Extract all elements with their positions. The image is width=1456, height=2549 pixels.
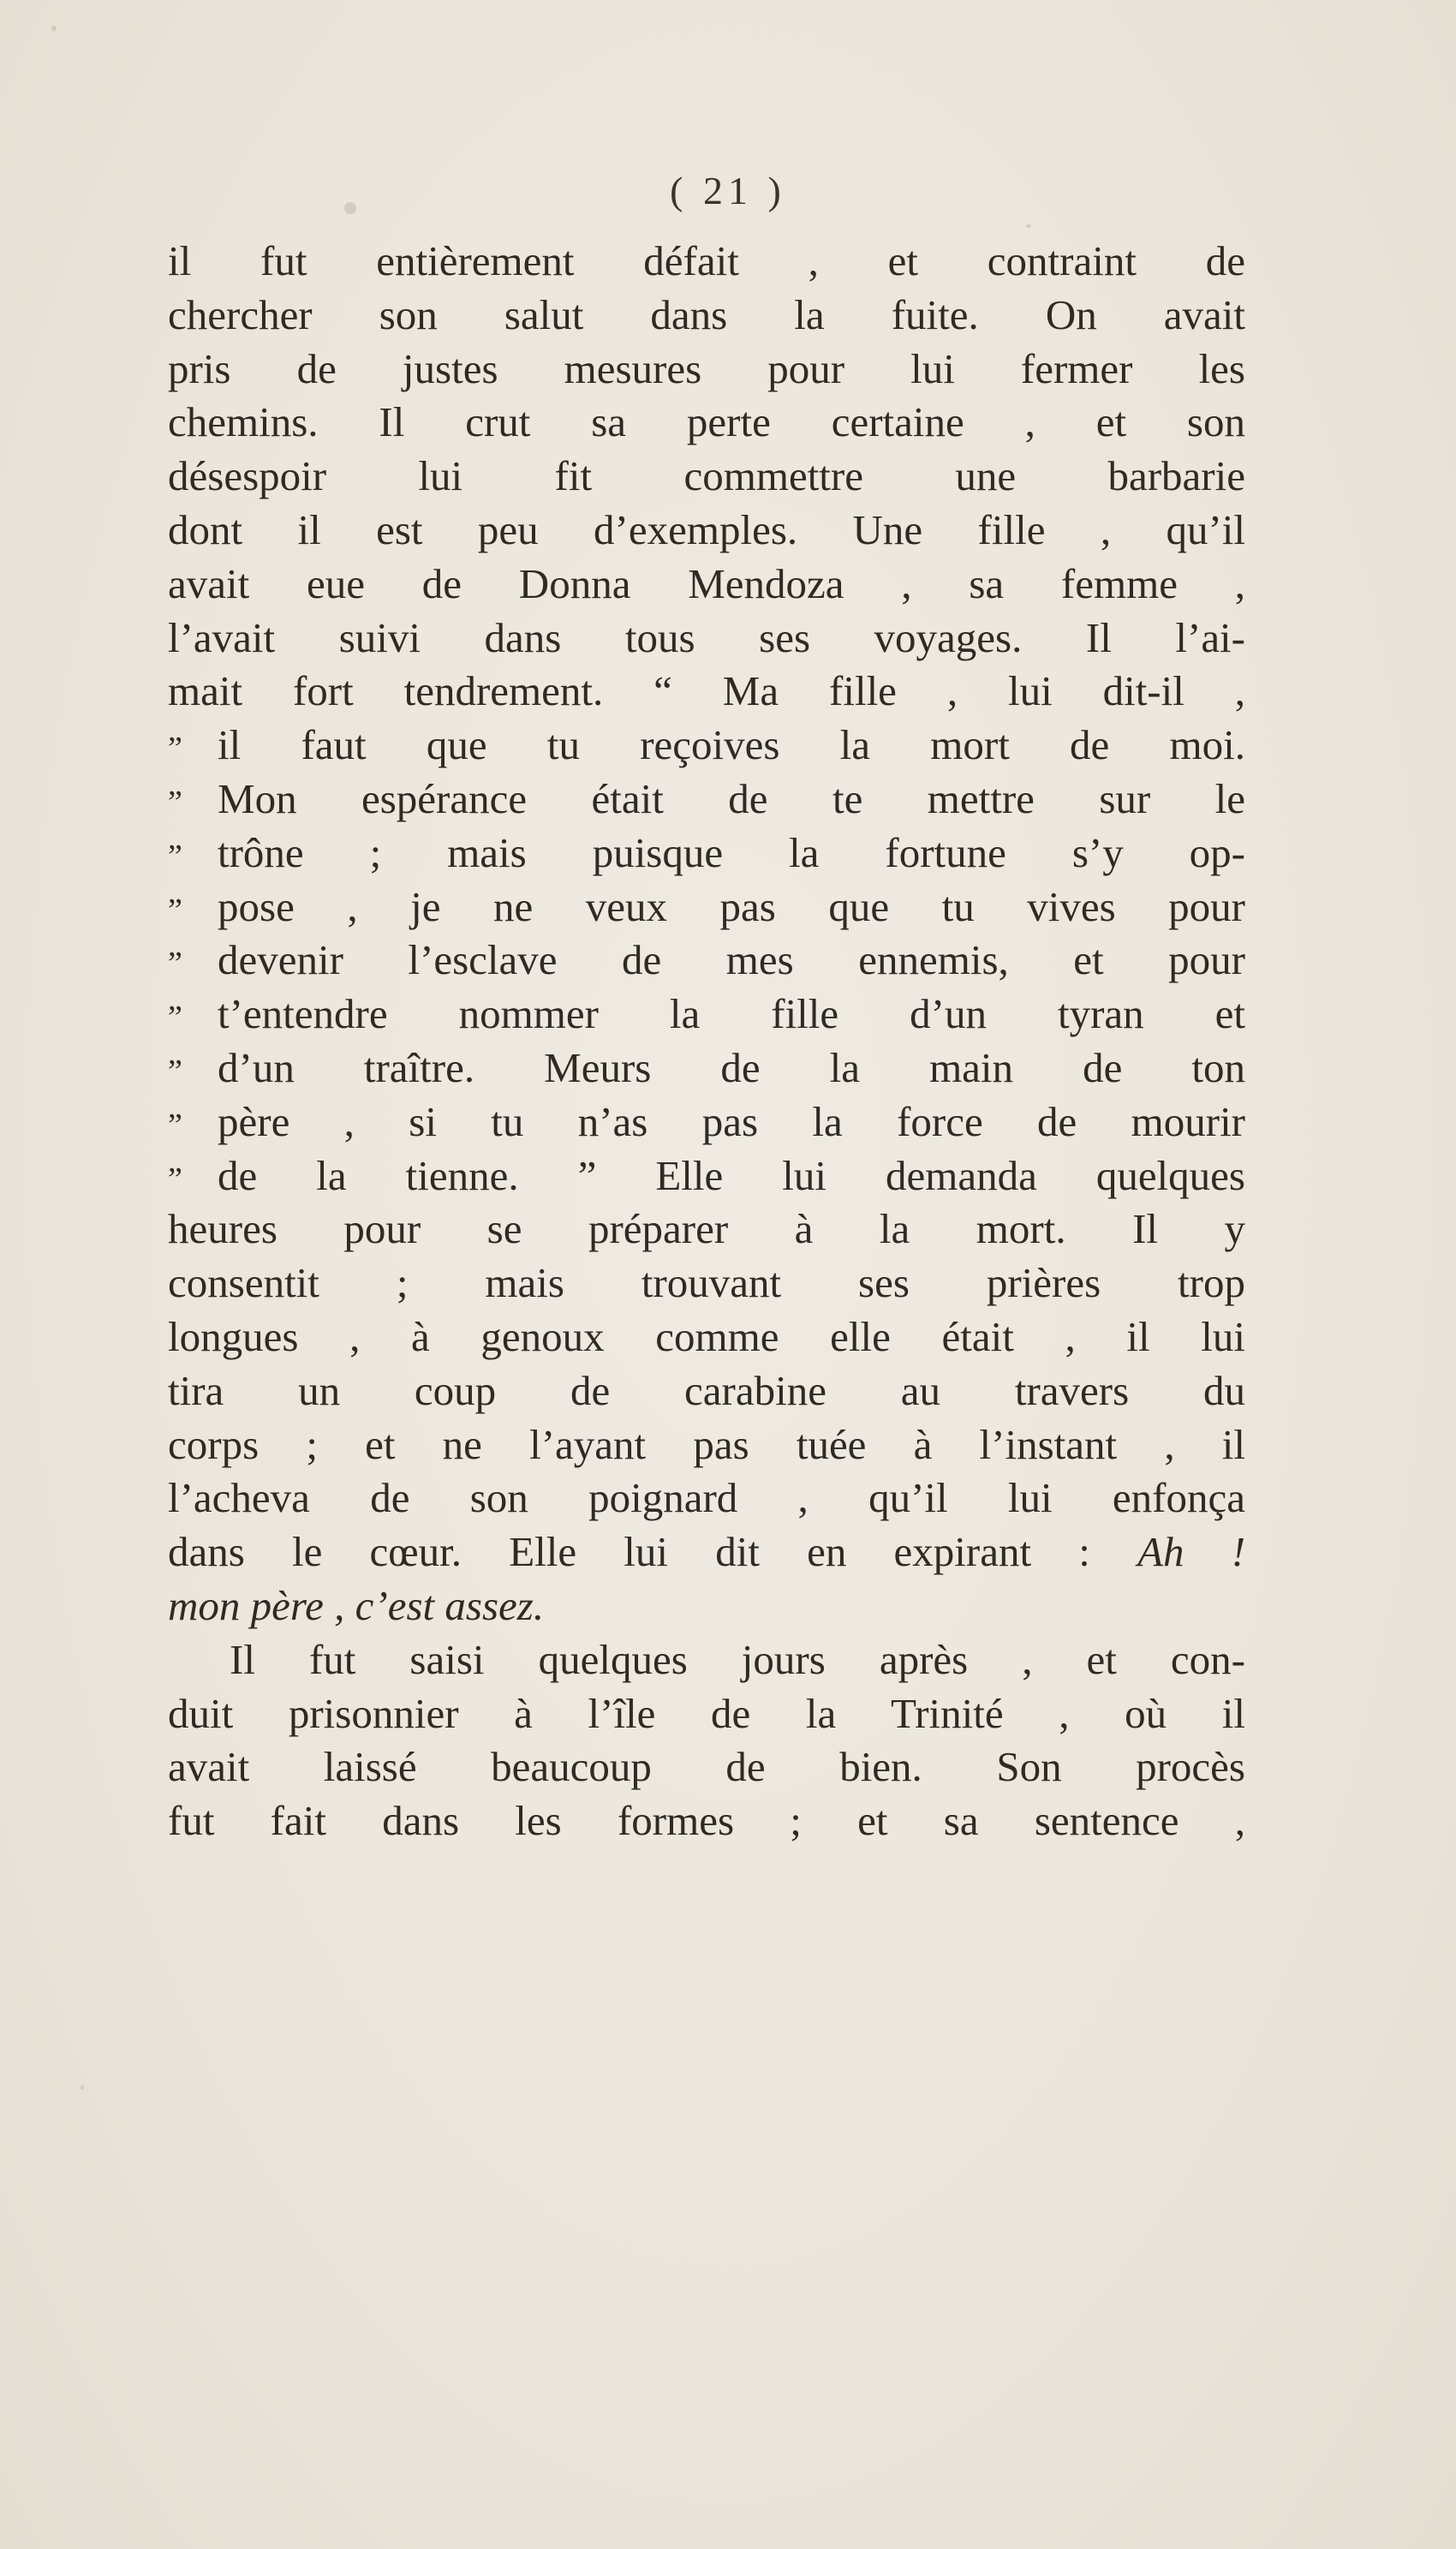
text-line: longues , à genoux comme elle était , il lui bbox=[168, 1312, 1245, 1360]
text-line: dont il est peu d’exemples. Une fille , qu’il bbox=[168, 505, 1245, 553]
quoted-text: d’un traître. Meurs de la main de ton bbox=[218, 1043, 1245, 1091]
quote-mark: ” bbox=[168, 1000, 182, 1036]
quoted-line bbox=[168, 1149, 1245, 1203]
quoted-line bbox=[168, 1095, 1245, 1149]
quoted-line bbox=[168, 719, 1245, 773]
text-line: consentit ; mais trouvant ses prières trop bbox=[168, 1259, 1245, 1307]
text-line-with-italic bbox=[168, 1525, 1245, 1579]
quoted-line bbox=[168, 827, 1245, 881]
text-line: corps ; et ne l’ayant pas tuée à l’instant , il bbox=[168, 1420, 1245, 1468]
text-line: chercher son salut dans la fuite. On avait bbox=[168, 290, 1245, 338]
paragraph-start-line: Il fut saisi quelques jours après , et con- bbox=[230, 1635, 1245, 1683]
text-segment: dans le cœur. Elle lui dit en expirant : bbox=[168, 1528, 1090, 1576]
quote-mark: ” bbox=[168, 946, 182, 982]
quoted-text: pose , je ne veux pas que tu vives pour bbox=[218, 882, 1245, 930]
quote-mark: ” bbox=[168, 1053, 182, 1089]
text-line: mait fort tendrement. “ Ma fille , lui dit-il , bbox=[168, 667, 1245, 715]
quote-mark: ” bbox=[168, 784, 182, 821]
quoted-line bbox=[168, 773, 1245, 827]
quoted-line bbox=[168, 1042, 1245, 1095]
quote-mark: ” bbox=[168, 731, 182, 767]
quoted-text: trône ; mais puisque la fortune s’y op- bbox=[218, 828, 1245, 876]
text-line: désespoir lui fit commettre une barbarie bbox=[168, 452, 1245, 500]
paper-speck bbox=[51, 26, 57, 31]
text-line: duit prisonnier à l’île de la Trinité , où il bbox=[168, 1689, 1245, 1737]
page-number: ( 21 ) bbox=[670, 169, 786, 212]
text-line: l’acheva de son poignard , qu’il lui enfonça bbox=[168, 1474, 1245, 1522]
quote-mark: ” bbox=[168, 892, 182, 928]
quoted-text: devenir l’esclave de mes ennemis, et pour bbox=[218, 936, 1245, 984]
quote-mark: ” bbox=[168, 838, 182, 875]
quoted-text: père , si tu n’as pas la force de mourir bbox=[218, 1097, 1245, 1145]
quoted-line bbox=[168, 988, 1245, 1042]
quoted-text: de la tienne. ” Elle lui demanda quelques bbox=[218, 1151, 1245, 1199]
body-text bbox=[168, 235, 1245, 1848]
text-line: chemins. Il crut sa perte certaine , et son bbox=[168, 398, 1245, 446]
italic-exclamation: Ah ! bbox=[1137, 1528, 1246, 1576]
quote-mark: ” bbox=[168, 1161, 182, 1197]
quote-mark: ” bbox=[168, 1107, 182, 1143]
paper-speck bbox=[81, 2085, 84, 2090]
text-line: avait eue de Donna Mendoza , sa femme , bbox=[168, 559, 1245, 607]
text-line: l’avait suivi dans tous ses voyages. Il l’ai- bbox=[168, 613, 1245, 661]
quoted-text: Mon espérance était de te mettre sur le bbox=[218, 774, 1245, 822]
text-line: pris de justes mesures pour lui fermer les bbox=[168, 344, 1245, 392]
italic-line: mon père , c’est assez. bbox=[168, 1581, 545, 1629]
text-line: tira un coup de carabine au travers du bbox=[168, 1366, 1245, 1414]
text-line: il fut entièrement défait , et contraint de bbox=[168, 237, 1245, 284]
text-line: avait laissé beaucoup de bien. Son procès bbox=[168, 1743, 1245, 1791]
paper-speck bbox=[1026, 224, 1031, 228]
quoted-line bbox=[168, 934, 1245, 988]
text-line: heures pour se préparer à la mort. Il y bbox=[168, 1205, 1245, 1253]
quoted-text: t’entendre nommer la fille d’un tyran et bbox=[218, 990, 1245, 1038]
quoted-line bbox=[168, 881, 1245, 934]
quoted-text: il faut que tu reçoives la mort de moi. bbox=[218, 721, 1245, 769]
text-line: fut fait dans les formes ; et sa sentence , bbox=[168, 1797, 1245, 1845]
